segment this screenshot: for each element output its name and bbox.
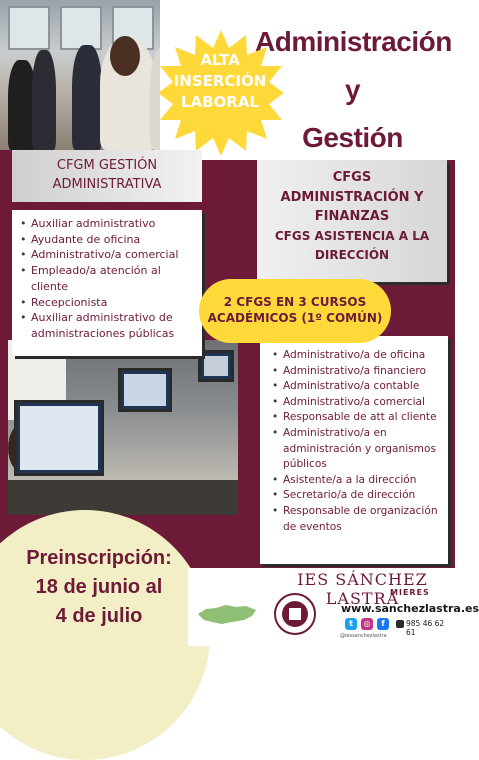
person-hair-shape <box>110 36 140 76</box>
instagram-icon[interactable]: ◎ <box>361 618 373 630</box>
preinscription-line-2: 18 de junio al <box>35 576 163 598</box>
list-item: • Administrativo/a financiero <box>272 364 444 380</box>
list-item: • Administrativo/a en administración y organismos públicos <box>272 426 444 473</box>
list-item: • Administrativo/a contable <box>272 379 444 395</box>
cfgs-line-5: DIRECCIÓN <box>314 248 390 262</box>
list-item: • Ayudante de oficina <box>20 232 198 248</box>
school-website-link[interactable]: www.sanchezlastra.es <box>341 602 479 615</box>
classroom-photo-middle <box>8 340 238 515</box>
cfgs-line-3: FINANZAS <box>314 209 390 224</box>
school-name: IES SÁNCHEZ LASTRA <box>297 570 428 608</box>
cfgm-heading-line-1: CFGM GESTIÓN <box>56 158 158 173</box>
badge-text <box>160 50 280 113</box>
list-item: • Administrativo/a comercial <box>272 395 444 411</box>
badge-line-1: ALTA <box>200 51 240 69</box>
list-item: • Responsable de organización de eventos <box>272 504 444 535</box>
cfgm-heading <box>12 150 202 202</box>
facebook-icon[interactable]: f <box>377 618 389 630</box>
title-line-2: y <box>344 74 361 105</box>
school-phone: 985 46 62 61 <box>406 619 445 637</box>
badge-line-2: INSERCIÓN <box>173 72 267 90</box>
phone-icon <box>396 620 404 628</box>
window-shape <box>60 6 102 50</box>
monitor-shape <box>198 350 234 382</box>
list-item: • Asistente/a a la dirección <box>272 473 444 489</box>
cfgs-heading <box>257 160 447 282</box>
list-item: • Administrativo/a comercial <box>20 247 198 263</box>
preinscription-line-1: Preinscripción: <box>26 547 172 569</box>
list-item: • Auxiliar administrativo <box>20 216 198 232</box>
window-shape <box>8 6 50 50</box>
twitter-icon[interactable]: t <box>345 618 357 630</box>
list-item: • Secretario/a de dirección <box>272 488 444 504</box>
cfgs-line-2: ADMINISTRACIÓN Y <box>280 189 424 205</box>
cfgs-jobs-list <box>260 336 448 564</box>
cfgm-jobs-list <box>12 210 202 356</box>
person-shape <box>72 45 102 150</box>
preinscription-line-3: 4 de julio <box>55 605 143 627</box>
cfgs-line-4: CFGS ASISTENCIA A LA <box>274 228 430 243</box>
cfgs-line-1: CFGS <box>332 170 372 185</box>
asturias-map-icon <box>196 600 258 626</box>
list-item: • Recepcionista <box>20 295 198 311</box>
list-item: • Administrativo/a de oficina <box>272 348 444 364</box>
courses-pill <box>199 279 391 343</box>
list-item: • Empleado/a atención al cliente <box>20 263 198 294</box>
school-city: MIERES <box>390 588 430 597</box>
desk-shape <box>8 480 238 515</box>
title-line-3: Gestión <box>302 122 403 153</box>
list-item: • Auxiliar administrativo de administraciones públicas <box>20 310 198 341</box>
list-item: • Responsable de att al cliente <box>272 410 444 426</box>
person-shape <box>32 50 56 150</box>
page-title <box>255 18 450 162</box>
preinscription-text <box>4 544 194 631</box>
monitor-shape <box>118 368 172 412</box>
pill-line-2: ACADÉMICOS (1º COMÚN) <box>207 311 383 325</box>
badge-line-3: LABORAL <box>180 93 260 111</box>
social-icons <box>345 617 389 631</box>
title-line-1: Administración <box>255 26 452 57</box>
cfgm-heading-line-2: ADMINISTRATIVA <box>52 177 162 192</box>
monitor-shape <box>14 400 104 476</box>
pill-line-1: 2 CFGS EN 3 CURSOS <box>223 295 367 309</box>
social-handle: @iessanchezlastra <box>340 633 387 639</box>
school-crest-icon <box>273 592 317 636</box>
